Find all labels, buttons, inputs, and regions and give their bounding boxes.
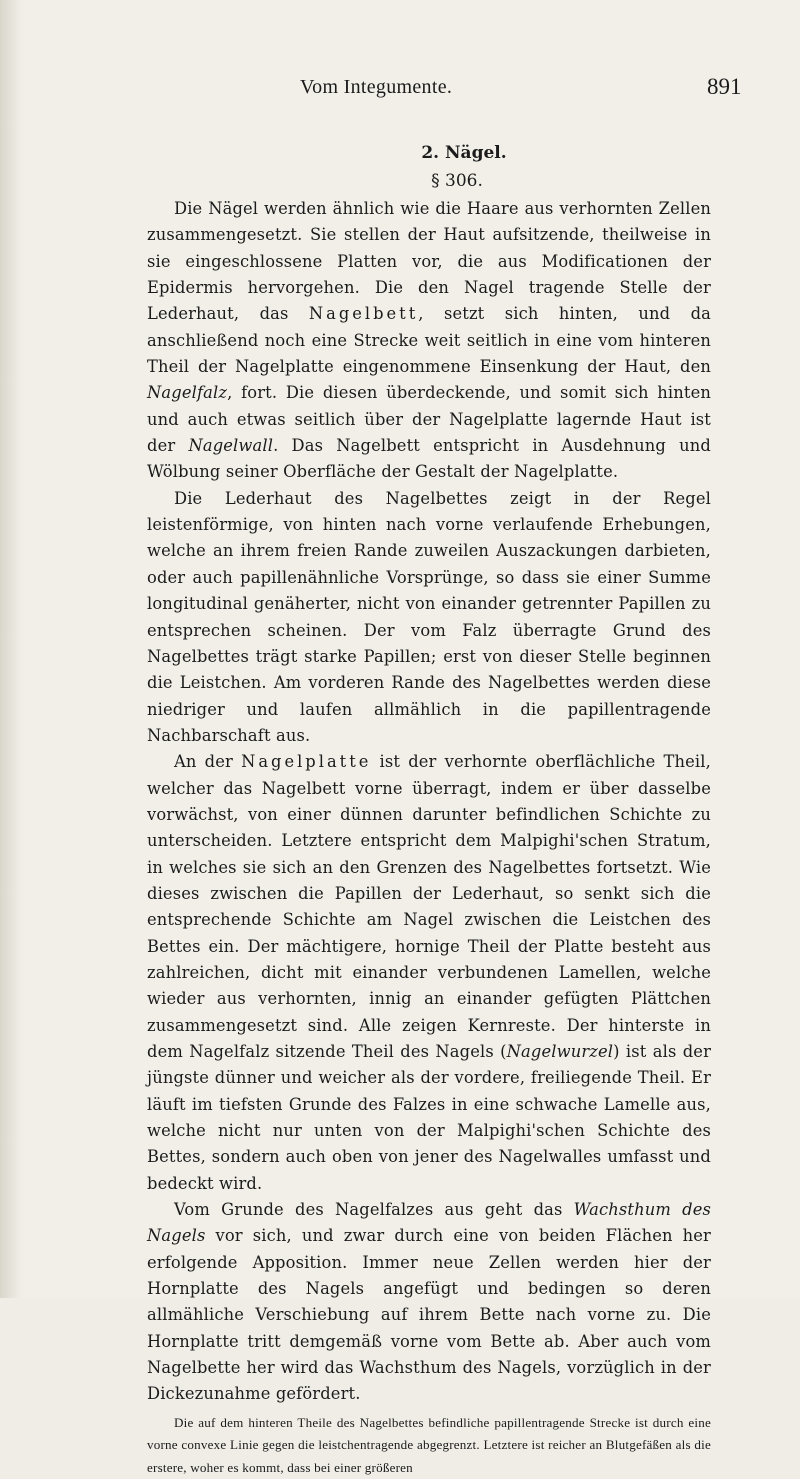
spaced-term: Nagelplatte [241, 752, 372, 772]
text-run: An der [174, 752, 242, 772]
text-run: ) ist als der jüngste dünner und weicher als der vordere, freiliegende Theil. Er läuft im tiefsten Grunde des Falzes in eine schwache Lamelle aus, welche nicht nur unten von der Malpighi'schen Schichte des Bettes, sondern auch oben von jener des Nagelwalles umfasst und bedeckt wird. [147, 1042, 712, 1193]
italic-term: Nagelwall [188, 436, 274, 456]
paragraph-2: Die Lederhaut des Nagelbettes zeigt in der Regel leistenförmige, von hinten nach vorne verlaufende Erhebungen, welche an ihrem freien Rande zuweilen Auszackungen darbieten, oder auch papillenähnliche Vorsprünge, so dass sie einer Summe longitudinal genäherter, nicht von einander getrennter Papillen zu entsprechen scheinen. Der vom Falz überragte Grund des Nagelbettes trägt starke Papillen; erst von dieser Stelle beginnen die Leistchen. Am vorderen Rande des Nagelbettes werden diese niedriger und laufen allmählich in die papillentragende Nachbarschaft aus. [147, 488, 711, 745]
text-run: , setzt sich hinten, und da anschließend noch eine Strecke weit seitlich in eine vom hinteren Theil der Nagelplatte eingenommene Einsenkung der Haut, den [147, 304, 711, 377]
page-body [147, 140, 711, 1479]
text-run: vor sich, und zwar durch eine von beiden Flächen her erfolgende Apposition. Immer neue Zellen werden hier der Hornplatte des Nagels angefügt und bedingen so deren allmähliche Verschiebung auf ihrem Bette nach vorne zu. Die Hornplatte tritt demgemäß vorne vom Bette ab. Aber auch vom Nagelbette her wird das Wachsthum des Nagels, vorzüglich in der Dickezunahme gefördert. [147, 1226, 711, 1404]
page-number: 891 [707, 74, 742, 99]
italic-term: Nagelfalz [147, 383, 228, 403]
page-header [0, 76, 800, 102]
italic-term: Nagelwurzel [506, 1042, 614, 1061]
text-run: Die Nägel werden ähnlich wie die Haare aus verhornten Zellen zusammengesetzt. Sie stellen der Haut aufsitzende, theilweise in sie eingeschlossene Platten vor, die aus Modificationen der Epidermis hervorgehen. Die den Nagel tragende Stelle der Lederhaut, das [147, 199, 711, 324]
text-run: Vom Grunde des Nagelfalzes aus geht das [174, 1200, 574, 1220]
text-run: ist der verhornte oberflächliche Theil, welcher das Nagelbett vorne überragt, indem er über dasselbe vorwächst, von einer dünnen darunter befindlichen Schichte zu unterscheiden. Letztere entspricht dem Malpighi'schen Stratum, in welches sie sich an den Grenzen des Nagelbettes fortsetzt. Wie dieses zwischen die Papillen der Lederhaut, so senkt sich die entsprechende Schichte am Nagel zwischen die Leistchen des Bettes ein. Der mächtigere, hornige Theil der Platte besteht aus zahlreichen, dicht mit einander verbundenen Lamellen, welche wieder aus verhornten, innig an einander gefügten Plättchen zusammengesetzt sind. Alle zeigen Kernreste. Der hinterste in dem Nagelfalz sitzende Theil des Nagels ( [147, 752, 711, 1061]
footnote: Die auf dem hinteren Theile des Nagelbettes befindliche papillentragende Strecke ist durch eine vorne convexe Linie gegen die leistchentragende abgegrenzt. Letztere ist reicher an Blutgefäßen als die erstere, woher es kommt, dass bei einer größeren [147, 1414, 711, 1475]
text-run: , fort. Die diesen überdeckende, und somit sich hinten und auch etwas seitlich über der Nagelplatte lagernde Haut ist der [147, 383, 711, 456]
paragraph-1 [147, 196, 711, 486]
paragraph-4 [147, 1197, 711, 1408]
binding-shadow [0, 0, 22, 1298]
paragraph-3 [147, 749, 711, 1197]
section-number: § 306. [431, 171, 483, 191]
italic-term: Wachsthum des Nagels [147, 1200, 711, 1246]
spaced-term: Nagelbett [308, 304, 419, 324]
text-run: . Das Nagelbett entspricht in Ausdehnung und Wölbung seiner Oberfläche der Gestalt der Nagelplatte. [147, 436, 711, 482]
section-title: 2. Nägel. [421, 143, 507, 163]
running-head: Vom Integumente. [300, 76, 453, 98]
